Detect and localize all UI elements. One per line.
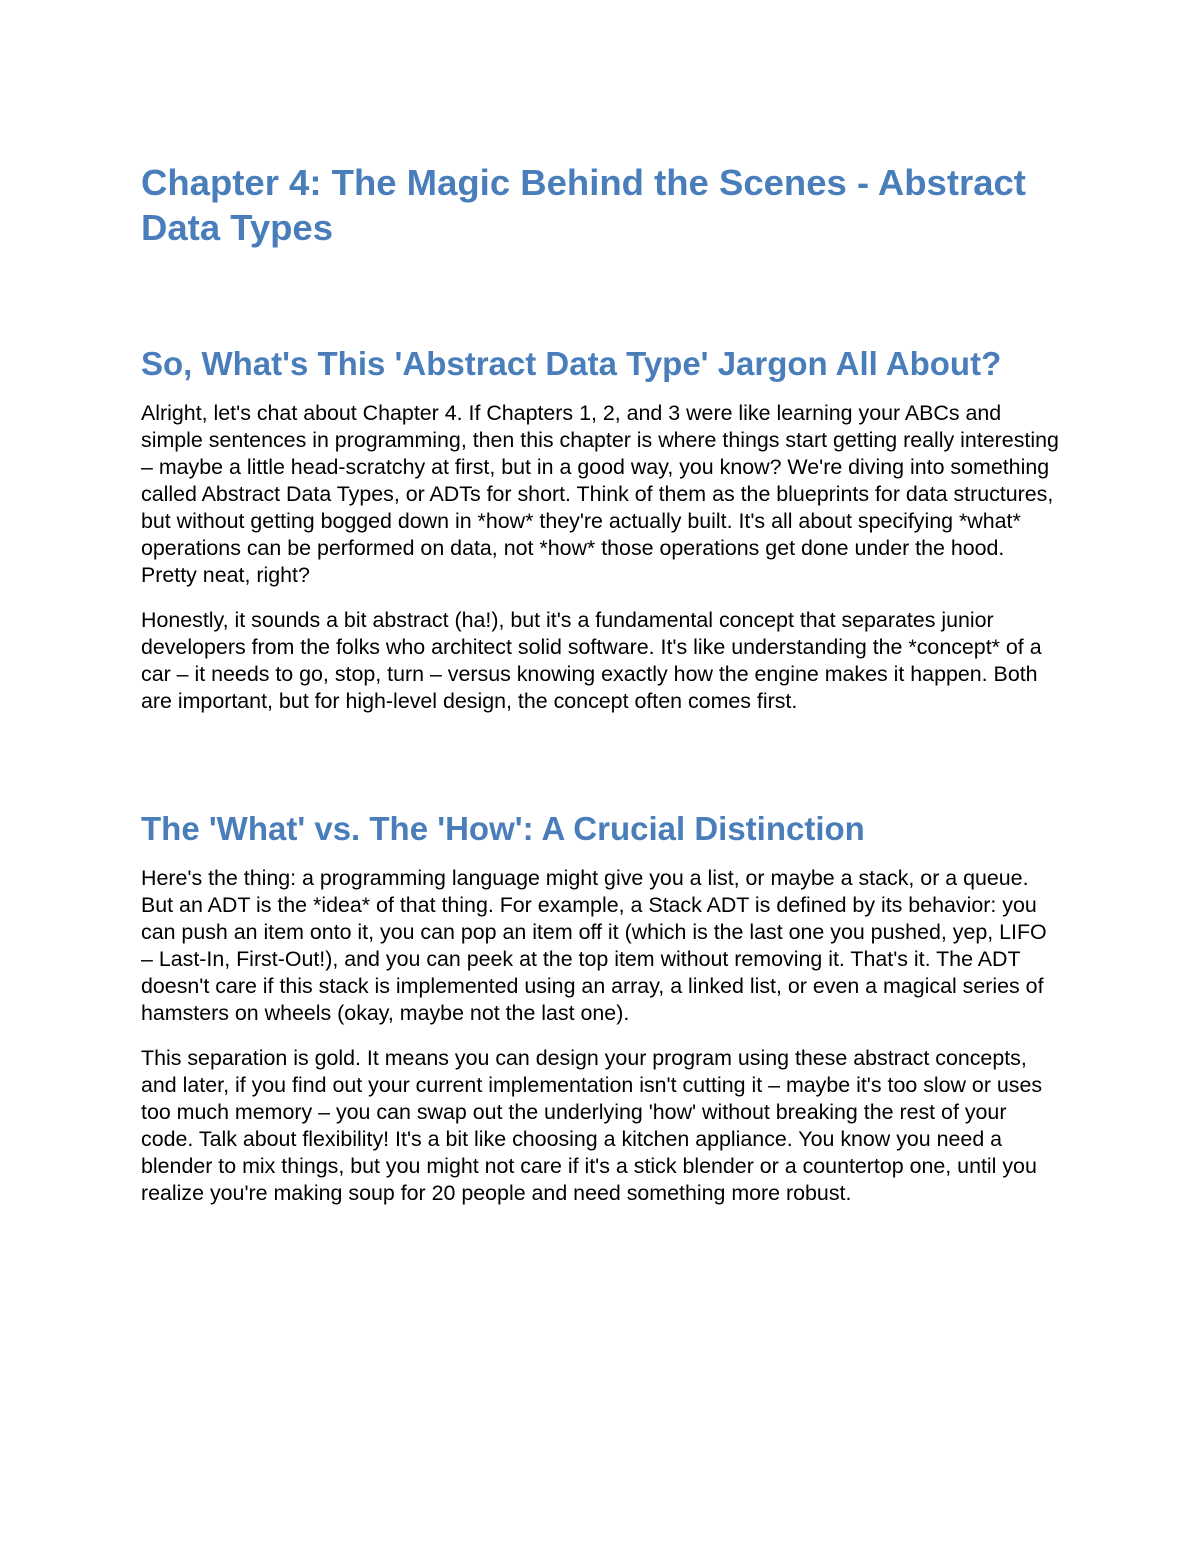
document-content (141, 160, 1061, 1207)
section-1-paragraph-1: Alright, let's chat about Chapter 4. If Chapters 1, 2, and 3 were like learning your ABCs and simple sentences in programming, then this chapter is where things start getting really interesting – maybe a little head-scratchy at first, but in a good way, you know? We're diving into something called Abstract Data Types, or ADTs for short. Think of them as the blueprints for data structures, but without getting bogged down in *how* they're actually built. It's all about specifying *what* operations can be performed on data, not *how* those operations get done under the hood. Pretty neat, right? (141, 401, 1059, 587)
section-heading-adt-jargon: So, What's This 'Abstract Data Type' Jargon All About? (141, 345, 1002, 382)
section-2-paragraph-2: This separation is gold. It means you can design your program using these abstract concepts, and later, if you find out your current implementation isn't cutting it – maybe it's too slow or uses too much memory – you can swap out the underlying 'how' without breaking the rest of your code. Talk about flexibility! It's a bit like choosing a kitchen appliance. You know you need a blender to mix things, but you might not care if it's a stick blender or a countertop one, until you realize you're making soup for 20 people and need something more robust. (141, 1046, 1043, 1205)
chapter-title: Chapter 4: The Magic Behind the Scenes - Abstract Data Types (141, 162, 1026, 248)
section-1-paragraph-2: Honestly, it sounds a bit abstract (ha!), but it's a fundamental concept that separates junior developers from the folks who architect solid software. It's like understanding the *concept* of a car – it needs to go, stop, turn – versus knowing exactly how the engine makes it happen. Both are important, but for high-level design, the concept often comes first. (141, 608, 1042, 713)
section-heading-what-vs-how: The 'What' vs. The 'How': A Crucial Distinction (141, 810, 865, 847)
section-2-paragraph-1: Here's the thing: a programming language might give you a list, or maybe a stack, or a queue. But an ADT is the *idea* of that thing. For example, a Stack ADT is defined by its behavior: you can push an item onto it, you can pop an item off it (which is the last one you pushed, yep, LIFO – Last-In, First-Out!), and you can peek at the top item without removing it. That's it. The ADT doesn't care if this stack is implemented using an array, a linked list, or even a magical series of hamsters on wheels (okay, maybe not the last one). (141, 866, 1047, 1025)
